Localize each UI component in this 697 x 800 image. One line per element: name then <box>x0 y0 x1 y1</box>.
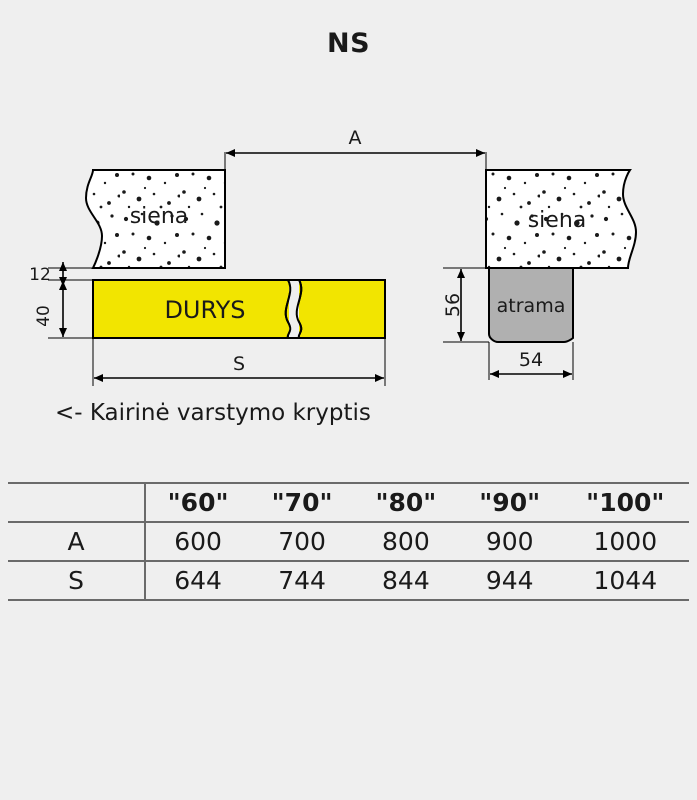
dimension-40-label: 40 <box>34 305 54 327</box>
cell-A-60: 600 <box>145 522 250 561</box>
opening-direction-caption: <- Kairinė varstymo kryptis <box>55 400 371 426</box>
table-header-cell-0 <box>8 483 145 522</box>
left-wall-group <box>86 170 225 268</box>
dimension-54-label: 54 <box>518 349 544 371</box>
dimensions-table-wrap <box>8 482 689 601</box>
technical-drawing <box>0 90 697 450</box>
support-group <box>489 268 573 342</box>
dimension-12 <box>29 262 93 286</box>
support-label: atrama <box>496 295 566 317</box>
dimensions-table <box>8 482 689 601</box>
dimension-S-label: S <box>232 353 246 375</box>
door-label: DURYS <box>164 296 246 324</box>
table-header-cell-5: "100" <box>562 483 689 522</box>
table-header-row <box>8 483 689 522</box>
cell-S-100: 1044 <box>562 561 689 600</box>
page-title: NS <box>326 28 371 59</box>
dimension-56-label: 56 <box>442 292 464 318</box>
dimension-56 <box>442 268 489 342</box>
dimension-12-label: 12 <box>29 265 51 285</box>
dimension-A <box>225 127 486 268</box>
row-label-A: A <box>8 522 145 561</box>
door-group <box>93 280 385 338</box>
cell-A-100: 1000 <box>562 522 689 561</box>
cell-S-60: 644 <box>145 561 250 600</box>
cell-A-80: 800 <box>354 522 458 561</box>
table-header-cell-2: "70" <box>250 483 354 522</box>
right-wall-group <box>486 170 636 268</box>
table-header-cell-3: "80" <box>354 483 458 522</box>
cell-S-90: 944 <box>458 561 562 600</box>
row-label-S: S <box>8 561 145 600</box>
table-header-cell-1: "60" <box>145 483 250 522</box>
cell-S-80: 844 <box>354 561 458 600</box>
cell-A-70: 700 <box>250 522 354 561</box>
right-wall-label: siena <box>527 208 587 233</box>
cell-S-70: 744 <box>250 561 354 600</box>
dimension-S <box>93 338 385 386</box>
dimension-A-label: A <box>348 127 362 149</box>
table-row <box>8 522 689 561</box>
table-row <box>8 561 689 600</box>
dimension-40 <box>34 280 93 338</box>
cell-A-90: 900 <box>458 522 562 561</box>
drawing-svg <box>0 90 697 450</box>
table-header-cell-4: "90" <box>458 483 562 522</box>
dimension-54 <box>489 342 573 380</box>
left-wall-label: siena <box>129 204 189 229</box>
